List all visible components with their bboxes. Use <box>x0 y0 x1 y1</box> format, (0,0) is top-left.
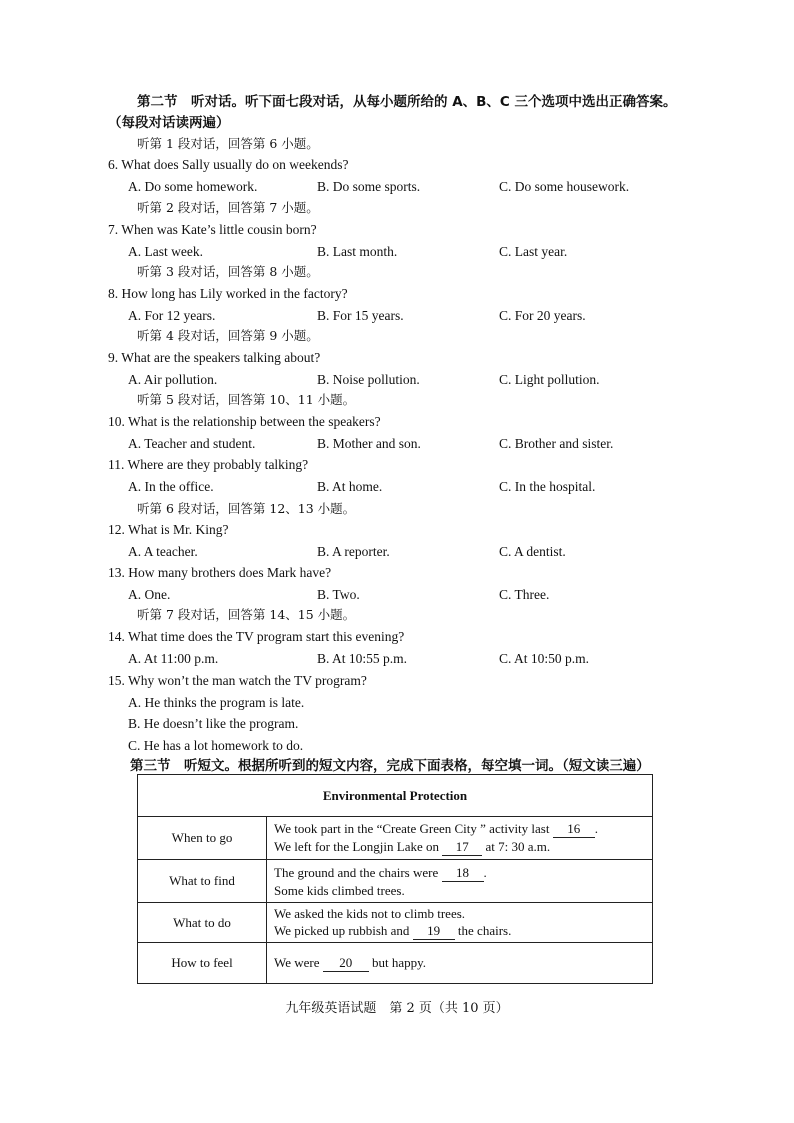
option-b[interactable]: B. Do some sports. <box>317 179 421 194</box>
option-b[interactable]: B. A reporter. <box>317 544 390 559</box>
row-label: When to go <box>138 817 267 860</box>
row-label: How to feel <box>138 943 267 984</box>
question-text: 9. What are the speakers talking about? <box>108 350 321 365</box>
dialogue-instruction: 听第 7 段对话，回答第 14、15 小题。 <box>137 607 356 622</box>
option-c[interactable]: C. Light pollution. <box>499 372 600 387</box>
option-a[interactable]: A. Last week. <box>128 244 203 259</box>
question-text: 11. Where are they probably talking? <box>108 457 309 472</box>
question-text: 13. How many brothers does Mark have? <box>108 565 332 580</box>
blank-16[interactable]: 16 <box>553 820 595 838</box>
option-c[interactable]: C. Do some housework. <box>499 179 630 194</box>
dialogue-instruction: 听第 1 段对话，回答第 6 小题。 <box>137 136 319 151</box>
blank-19[interactable]: 19 <box>413 922 455 940</box>
option-a[interactable]: A. One. <box>128 587 171 602</box>
table-row: How to feel We were 20 but happy. <box>138 943 653 984</box>
option-b[interactable]: B. Two. <box>317 587 360 602</box>
table-title: Environmental Protection <box>138 775 653 817</box>
q15-option-b: B. He doesn’t like the program. <box>128 716 299 731</box>
question-text: 14. What time does the TV program start this evening? <box>108 629 405 644</box>
q15-option-a: A. He thinks the program is late. <box>128 695 305 710</box>
option-a[interactable]: A. Teacher and student. <box>128 436 256 451</box>
row-label: What to find <box>138 860 267 903</box>
option-b[interactable]: B. At 10:55 p.m. <box>317 651 408 666</box>
option-c[interactable]: C. A dentist. <box>499 544 566 559</box>
dialogue-instruction: 听第 2 段对话，回答第 7 小题。 <box>137 200 319 215</box>
table-row: What to do We asked the kids not to climb trees. We picked up rubbish and 19 the chairs. <box>138 903 653 943</box>
section2-heading: 第二节 听对话。听下面七段对话，从每小题所给的 A、B、C 三个选项中选出正确答案。 <box>137 94 677 110</box>
option-c[interactable]: C. For 20 years. <box>499 308 586 323</box>
question-text: 7. When was Kate’s little cousin born? <box>108 222 317 237</box>
dialogue-instruction: 听第 5 段对话，回答第 10、11 小题。 <box>137 392 356 407</box>
question-15: 15. Why won’t the man watch the TV program? <box>108 673 367 688</box>
environment-table <box>137 774 653 984</box>
option-b[interactable]: B. Mother and son. <box>317 436 421 451</box>
option-c[interactable]: C. Three. <box>499 587 550 602</box>
option-a[interactable]: A. At 11:00 p.m. <box>128 651 219 666</box>
question-text: 6. What does Sally usually do on weekends? <box>108 157 349 172</box>
blank-20[interactable]: 20 <box>323 954 369 972</box>
section3-heading: 第三节 听短文。根据所听到的短文内容，完成下面表格，每空填一词。（短文读三遍） <box>130 758 650 774</box>
option-c[interactable]: C. In the hospital. <box>499 479 596 494</box>
option-b[interactable]: B. Last month. <box>317 244 398 259</box>
option-a[interactable]: A. In the office. <box>128 479 214 494</box>
question-text: 10. What is the relationship between the speakers? <box>108 414 381 429</box>
page-footer: 九年级英语试题 第 2 页（共 10 页） <box>285 1001 509 1016</box>
option-c[interactable]: C. Brother and sister. <box>499 436 614 451</box>
question-text: 12. What is Mr. King? <box>108 522 229 537</box>
option-a[interactable]: A. A teacher. <box>128 544 198 559</box>
dialogue-instruction: 听第 4 段对话，回答第 9 小题。 <box>137 328 319 343</box>
row-label: What to do <box>138 903 267 943</box>
q15-option-c: C. He has a lot homework to do. <box>128 738 304 753</box>
dialogue-instruction: 听第 6 段对话，回答第 12、13 小题。 <box>137 501 356 516</box>
option-b[interactable]: B. At home. <box>317 479 383 494</box>
option-a[interactable]: A. Do some homework. <box>128 179 258 194</box>
option-a[interactable]: A. Air pollution. <box>128 372 218 387</box>
blank-17[interactable]: 17 <box>442 838 482 856</box>
option-b[interactable]: B. For 15 years. <box>317 308 404 323</box>
option-a[interactable]: A. For 12 years. <box>128 308 216 323</box>
blank-18[interactable]: 18 <box>442 864 484 882</box>
dialogue-instruction: 听第 3 段对话，回答第 8 小题。 <box>137 264 319 279</box>
option-c[interactable]: C. At 10:50 p.m. <box>499 651 590 666</box>
section2-heading-note: （每段对话读两遍） <box>108 115 230 131</box>
option-b[interactable]: B. Noise pollution. <box>317 372 420 387</box>
table-row: When to go We took part in the “Create Green City ” activity last 16 . We left for the Longjin Lake on 17 at 7: 30 a.m. <box>138 817 653 860</box>
option-c[interactable]: C. Last year. <box>499 244 568 259</box>
table-row: What to find The ground and the chairs were 18 . Some kids climbed trees. <box>138 860 653 903</box>
question-text: 8. How long has Lily worked in the factory? <box>108 286 348 301</box>
